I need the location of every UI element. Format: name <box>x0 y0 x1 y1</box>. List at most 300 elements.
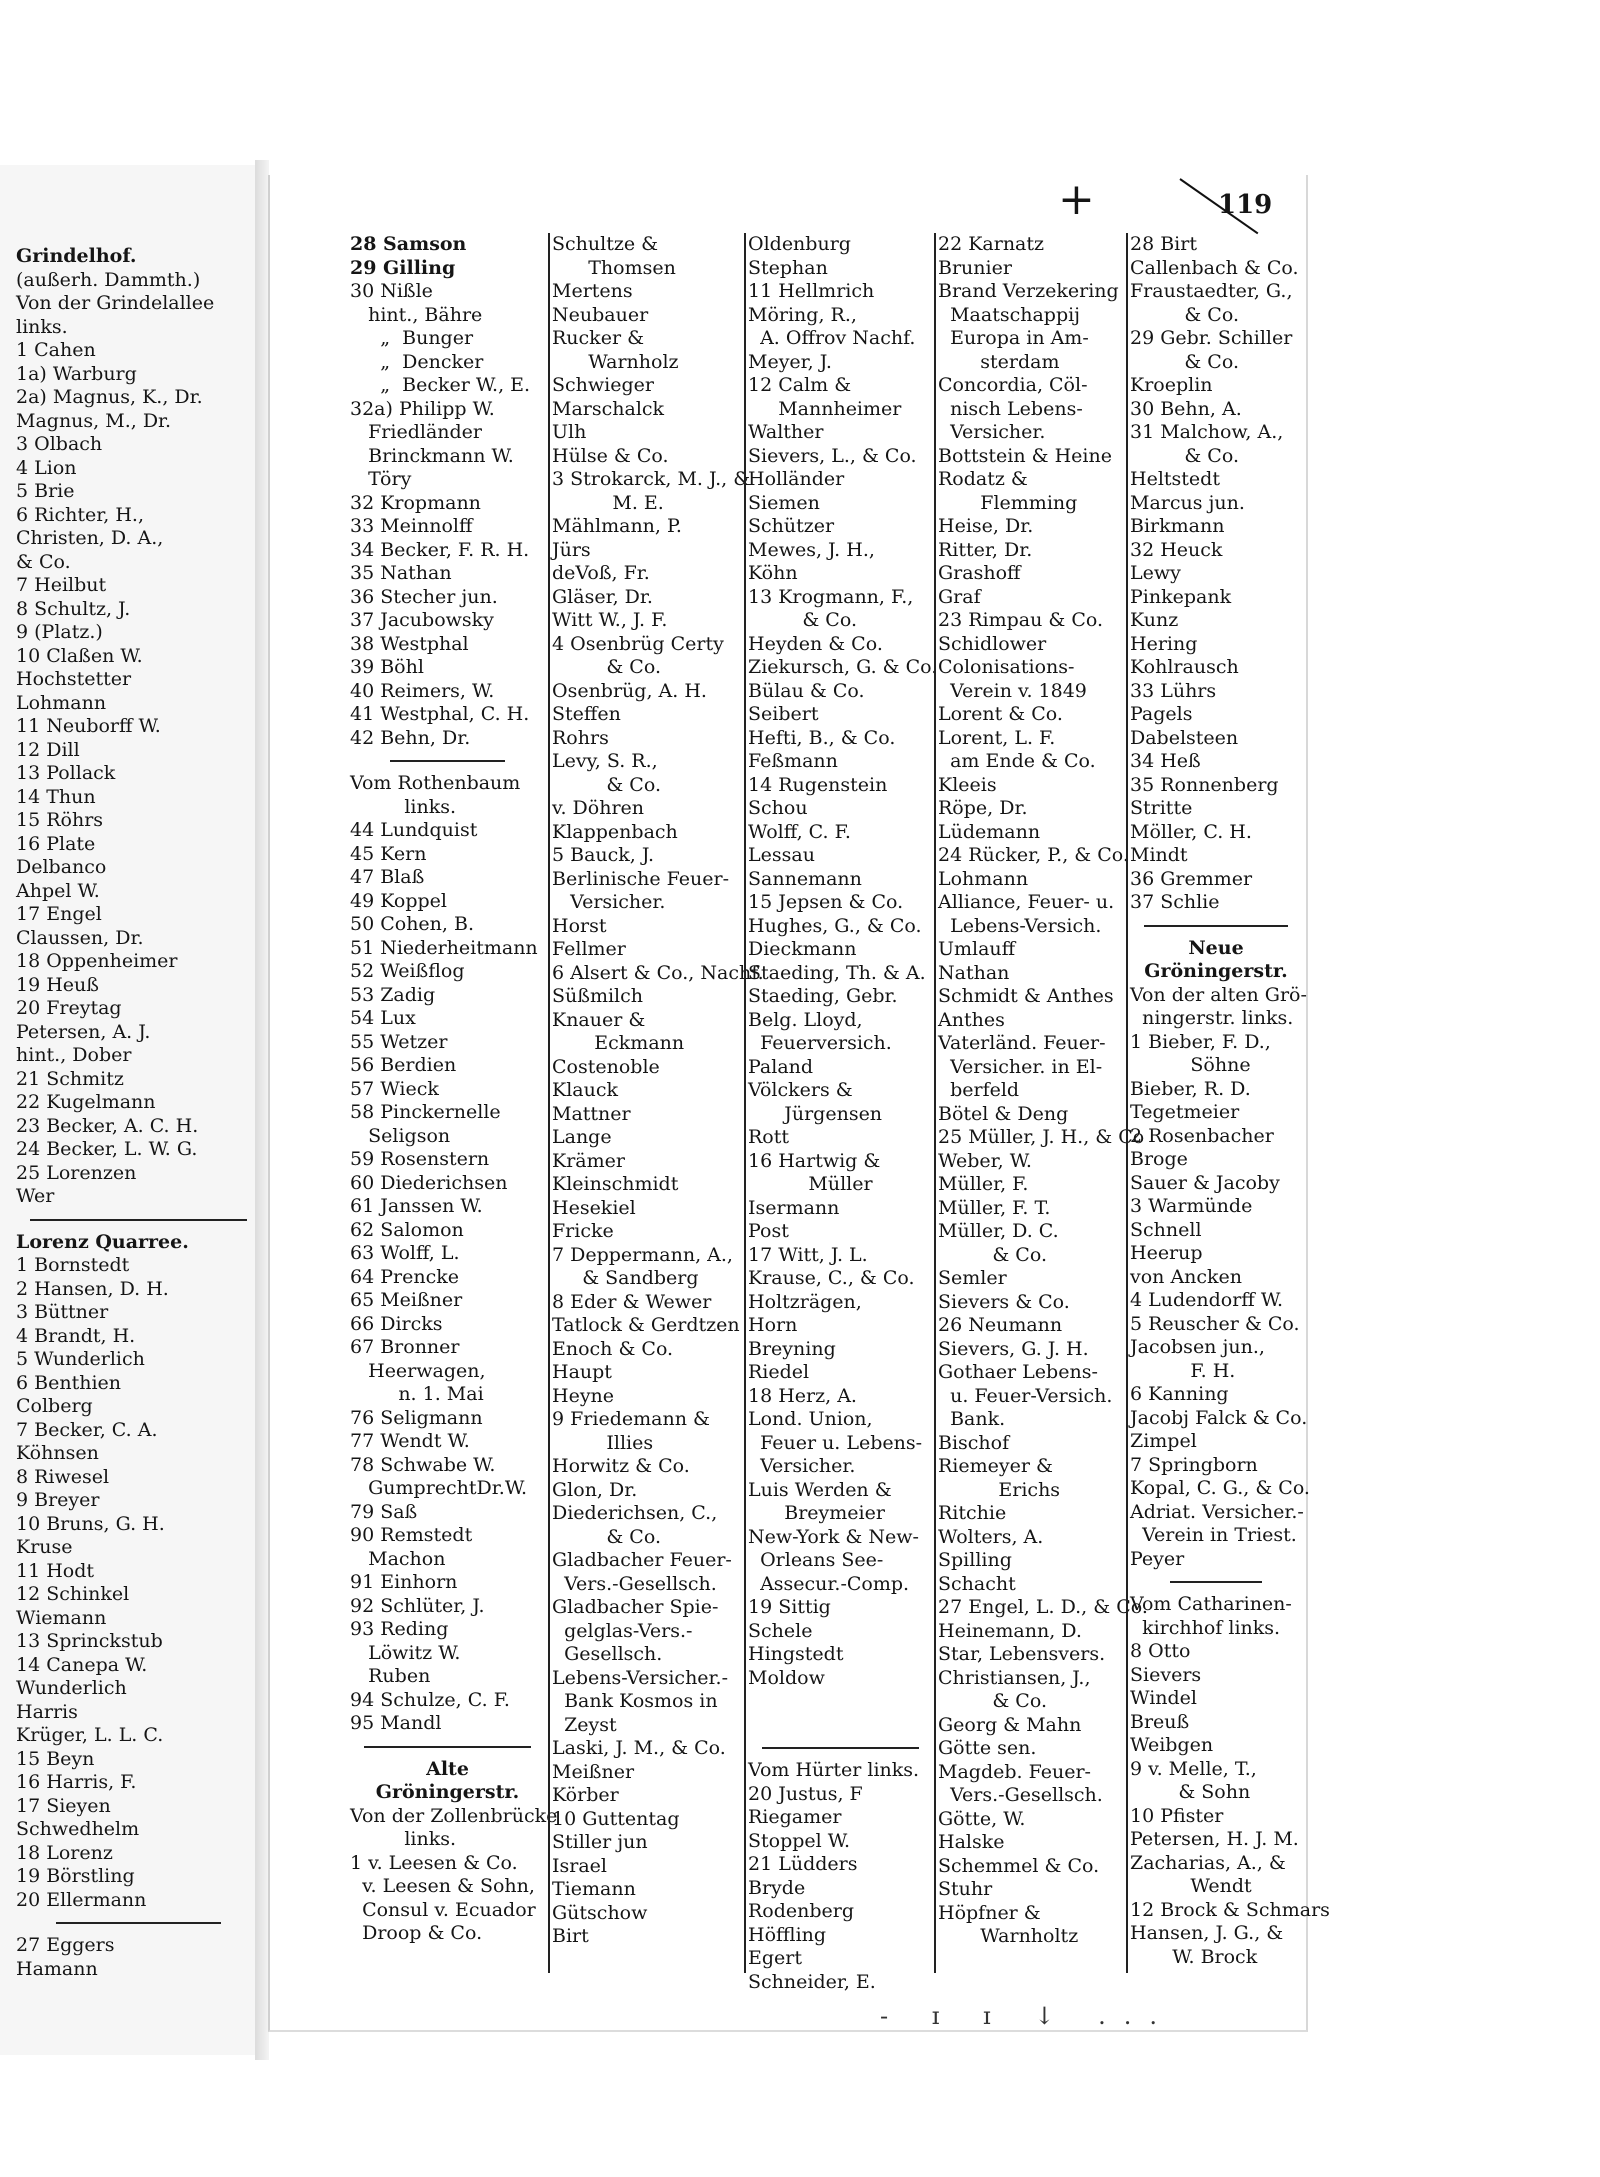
directory-entry: Vaterländ. Feuer- <box>938 1032 1106 1054</box>
directory-entry: Müller, F. <box>938 1173 1029 1195</box>
directory-entry: v. Döhren <box>552 797 645 819</box>
directory-entry: Flemming <box>938 491 1078 514</box>
directory-entry: 8 Eder & Wewer <box>552 1290 712 1313</box>
directory-entry: Jürs <box>552 538 591 561</box>
directory-entry: Pinkepank <box>1130 585 1232 608</box>
directory-entry: 77 Wendt W. <box>350 1430 470 1452</box>
directory-entry: Witt W., J. F. <box>552 609 668 631</box>
directory-entry: Breuß <box>1130 1710 1190 1733</box>
directory-entry: 1 Cahen <box>16 339 96 361</box>
directory-entry: Kopal, C. G., & Co. <box>1130 1477 1310 1499</box>
directory-entry: 32a) Philipp W. <box>350 397 495 420</box>
directory-entry: Schou <box>748 797 808 819</box>
directory-entry: Dieckmann <box>748 938 857 960</box>
directory-entry: Enoch & Co. <box>552 1337 674 1360</box>
directory-entry: 11 Hodt <box>16 1559 95 1582</box>
directory-entry: deVoß, Fr. <box>552 562 650 584</box>
directory-entry: 95 Mandl <box>350 1712 442 1734</box>
directory-entry: Vom Catharinen- <box>1130 1593 1292 1615</box>
directory-entry: Von der Zollenbrücke <box>350 1804 558 1827</box>
directory-entry: Weibgen <box>1130 1734 1214 1756</box>
directory-entry: 79 Saß <box>350 1500 418 1523</box>
directory-entry: Jacobj Falck & Co. <box>1130 1406 1308 1429</box>
directory-entry: 15 Beyn <box>16 1747 95 1770</box>
directory-entry: Schnell <box>1130 1218 1202 1241</box>
directory-entry: Feßmann <box>748 750 838 772</box>
directory-entry: Weber, W. <box>938 1149 1032 1172</box>
directory-entry: 27 Eggers <box>16 1934 115 1956</box>
directory-entry: Fricke <box>552 1220 614 1242</box>
directory-entry: 27 Engel, L. D., & Co. <box>938 1596 1148 1618</box>
directory-entry: 42 Behn, Dr. <box>350 726 471 749</box>
directory-entry: Christiansen, J., <box>938 1666 1091 1689</box>
directory-entry: Birt <box>552 1925 589 1947</box>
directory-entry: Graf <box>938 585 981 608</box>
directory-entry: Wer <box>16 1185 55 1207</box>
directory-entry: Mertens <box>552 280 633 302</box>
directory-entry: Bülau & Co. <box>748 679 865 702</box>
directory-entry: Droop & Co. <box>350 1922 483 1944</box>
directory-entry: 10 Bruns, G. H. <box>16 1512 165 1535</box>
directory-entry: 9 Friedemann & <box>552 1408 710 1430</box>
directory-entry: Neubauer <box>552 303 649 326</box>
directory-entry: Möller, C. H. <box>1130 820 1252 843</box>
directory-entry: & Co. <box>552 1525 661 1548</box>
directory-entry: 19 Börstling <box>16 1865 135 1887</box>
directory-entry: 24 Becker, L. W. G. <box>16 1138 198 1160</box>
directory-entry: Schwedhelm <box>16 1818 140 1840</box>
directory-entry: „ Bunger <box>350 327 474 349</box>
directory-entry: 2 Hansen, D. H. <box>16 1277 169 1300</box>
street-heading: Neue <box>1188 936 1244 959</box>
directory-entry: Kunz <box>1130 609 1179 631</box>
directory-entry: & Sohn <box>1130 1781 1251 1803</box>
directory-entry: 24 Rücker, P., & Co. <box>938 844 1129 866</box>
directory-entry: Verein v. 1849 <box>938 679 1087 702</box>
directory-entry: Von der Grindelallee <box>16 292 215 314</box>
directory-entry: Petersen, A. J. <box>16 1020 151 1043</box>
directory-entry: v. Leesen & Sohn, <box>350 1875 535 1897</box>
directory-entry: W. Brock <box>1130 1945 1258 1968</box>
directory-entry: 47 Blaß <box>350 866 425 888</box>
directory-entry: 36 Stecher jun. <box>350 585 498 608</box>
directory-entry: 2a) Magnus, K., Dr. <box>16 386 203 408</box>
directory-entry: 19 Heuß <box>16 973 99 996</box>
directory-entry: Vom Rothenbaum <box>350 772 521 794</box>
directory-entry: Tiemann <box>552 1878 636 1900</box>
directory-entry: Wendt <box>1130 1875 1252 1897</box>
directory-entry: Steffen <box>552 703 621 725</box>
directory-entry: n. 1. Mai <box>350 1383 484 1405</box>
directory-column-1 <box>350 233 558 1946</box>
directory-entry: Mählmann, P. <box>552 515 682 537</box>
directory-entry: Lange <box>552 1126 612 1148</box>
directory-entry: Brunier <box>938 256 1012 279</box>
directory-entry: Stephan <box>748 256 828 279</box>
directory-entry: gelglas-Vers.- <box>552 1619 693 1642</box>
directory-entry: 25 Müller, J. H., & Co <box>938 1126 1145 1148</box>
directory-entry: 51 Niederheitmann <box>350 936 538 959</box>
directory-entry: Heyne <box>552 1384 615 1407</box>
directory-entry: Concordia, Cöl- <box>938 374 1088 396</box>
directory-entry: Kroeplin <box>1130 374 1213 396</box>
directory-entry: sterdam <box>938 350 1060 373</box>
directory-entry: Bottstein & Heine <box>938 444 1112 467</box>
directory-entry: Lond. Union, <box>748 1408 873 1430</box>
directory-entry: Riegamer <box>748 1806 842 1828</box>
directory-entry: Schneider, E. <box>748 1970 876 1993</box>
directory-entry: Heerup <box>1130 1242 1203 1264</box>
directory-entry: Osenbrüg, A. H. <box>552 679 707 702</box>
directory-entry: & Co. <box>1130 350 1239 373</box>
directory-entry: Hesekiel <box>552 1196 636 1219</box>
directory-entry: Star, Lebensvers. <box>938 1643 1106 1665</box>
directory-entry: Seibert <box>748 703 819 725</box>
directory-entry: 10 Claßen W. <box>16 644 143 667</box>
directory-entry: 32 Heuck <box>1130 538 1223 561</box>
directory-entry: Sauer & Jacoby <box>1130 1171 1280 1194</box>
directory-entry: Machon <box>350 1547 446 1570</box>
directory-entry: Paland <box>748 1055 814 1078</box>
directory-entry: Köhnsen <box>16 1442 99 1464</box>
directory-entry: 31 Malchow, A., <box>1130 421 1284 443</box>
directory-entry: 29 Gebr. Schiller <box>1130 327 1293 349</box>
directory-entry: 3 Strokarck, M. J., & <box>552 468 751 490</box>
directory-entry: 19 Sittig <box>748 1596 831 1618</box>
directory-entry: 14 Thun <box>16 785 96 808</box>
directory-entry: 20 Justus, F <box>748 1782 863 1805</box>
directory-entry: Belg. Lloyd, <box>748 1008 863 1031</box>
directory-entry: GumprechtDr.W. <box>350 1477 528 1499</box>
directory-entry: Riemeyer & <box>938 1455 1053 1477</box>
directory-entry: & Sandberg <box>552 1267 699 1289</box>
directory-entry: 39 Böhl <box>350 656 424 678</box>
facing-page <box>0 165 257 2055</box>
directory-entry: 50 Cohen, B. <box>350 913 474 935</box>
page-number: 119 <box>1218 190 1273 220</box>
directory-entry: Löwitz W. <box>350 1641 461 1664</box>
directory-entry: Alliance, Feuer- u. <box>938 891 1115 913</box>
directory-entry: Laski, J. M., & Co. <box>552 1737 726 1759</box>
directory-entry: Levy, S. R., <box>552 750 658 772</box>
directory-entry: Schidlower <box>938 632 1047 655</box>
directory-entry: Kruse <box>16 1536 73 1558</box>
directory-entry: & Co. <box>552 773 661 796</box>
directory-entry: 13 Krogmann, F., <box>748 585 914 608</box>
directory-entry: 65 Meißner <box>350 1289 463 1311</box>
directory-entry: Isermann <box>748 1196 840 1219</box>
directory-entry: Sievers, G. J. H. <box>938 1337 1089 1360</box>
directory-entry: 4 Osenbrüg Certy <box>552 632 724 655</box>
directory-entry: Illies <box>552 1431 654 1454</box>
directory-entry: Möring, R., <box>748 303 857 326</box>
directory-entry: Kleinschmidt <box>552 1173 679 1195</box>
directory-entry: & Co. <box>938 1690 1047 1712</box>
directory-entry: A. Offrov Nachf. <box>748 327 916 349</box>
directory-entry: Bieber, R. D. <box>1130 1077 1251 1100</box>
directory-entry: Grindelhof. <box>16 245 137 267</box>
directory-entry: Moldow <box>748 1666 825 1689</box>
directory-entry: Knauer & <box>552 1008 646 1031</box>
directory-entry: Marcus jun. <box>1130 491 1245 514</box>
directory-entry: Claussen, Dr. <box>16 926 144 949</box>
directory-entry: 61 Janssen W. <box>350 1195 483 1217</box>
directory-entry: Krüger, L. L. C. <box>16 1724 164 1746</box>
directory-entry: „ Dencker <box>350 350 484 373</box>
directory-entry: Horn <box>748 1314 798 1336</box>
directory-entry: 7 Becker, C. A. <box>16 1418 158 1441</box>
directory-entry: 18 Lorenz <box>16 1841 113 1864</box>
directory-entry: 13 Pollack <box>16 762 116 784</box>
directory-entry: hint., Dober <box>16 1044 132 1066</box>
directory-entry <box>748 1690 933 1714</box>
directory-entry: Europa in Am- <box>938 327 1089 349</box>
directory-entry: Breymeier <box>748 1502 885 1524</box>
directory-entry: Kleeis <box>938 773 997 796</box>
directory-entry: 62 Salomon <box>350 1218 464 1241</box>
directory-entry: Maatschappij <box>938 303 1081 326</box>
directory-entry: Schacht <box>938 1572 1016 1595</box>
directory-entry: Hefti, B., & Co. <box>748 726 896 749</box>
directory-entry: 6 Alsert & Co., Nachf. <box>552 961 764 984</box>
directory-entry: Georg & Mahn <box>938 1713 1082 1736</box>
directory-entry: Pagels <box>1130 703 1193 725</box>
directory-entry: Lorent & Co. <box>938 703 1063 725</box>
directory-entry: links. <box>16 315 68 338</box>
directory-entry: Heyden & Co. <box>748 632 883 655</box>
directory-entry: Horwitz & Co. <box>552 1455 690 1477</box>
directory-entry: Stiller jun <box>552 1831 648 1853</box>
directory-entry: 23 Becker, A. C. H. <box>16 1114 199 1137</box>
facing-page-column <box>16 245 261 1981</box>
directory-entry: u. Feuer-Versich. <box>938 1384 1113 1407</box>
directory-entry: 25 Lorenzen <box>16 1161 137 1184</box>
directory-entry: Wolff, C. F. <box>748 820 851 843</box>
directory-entry <box>748 1714 933 1738</box>
directory-entry: Peyer <box>1130 1547 1185 1570</box>
directory-entry: 6 Benthien <box>16 1371 122 1394</box>
directory-entry: 40 Reimers, W. <box>350 679 495 702</box>
directory-entry: Krämer <box>552 1149 625 1172</box>
directory-entry: 33 Lührs <box>1130 679 1217 702</box>
directory-entry: 53 Zadig <box>350 983 436 1006</box>
directory-entry: Erichs <box>938 1478 1061 1501</box>
directory-entry: 15 Röhrs <box>16 809 104 831</box>
directory-entry: links. <box>350 795 457 818</box>
directory-entry: Schultze & <box>552 233 659 255</box>
directory-entry: Glon, Dr. <box>552 1478 638 1501</box>
directory-entry: Halske <box>938 1831 1005 1853</box>
directory-entry: 4 Lion <box>16 456 77 479</box>
directory-entry: Sannemann <box>748 867 862 890</box>
directory-entry: Callenbach & Co. <box>1130 256 1299 279</box>
directory-entry: 55 Wetzer <box>350 1030 448 1053</box>
directory-entry: Meißner <box>552 1760 635 1783</box>
directory-entry: 12 Brock & Schmars <box>1130 1898 1330 1921</box>
directory-entry: Seligson <box>350 1124 451 1147</box>
directory-entry: Orleans See- <box>748 1549 884 1571</box>
directory-entry: 2 Rosenbacher <box>1130 1124 1274 1147</box>
directory-entry: 11 Neuborff W. <box>16 715 161 737</box>
directory-entry: 30 Nißle <box>350 280 433 302</box>
directory-entry: Walther <box>748 421 824 443</box>
directory-entry: Ulh <box>552 421 587 443</box>
directory-entry: 22 Karnatz <box>938 233 1045 255</box>
street-heading: Gröningerstr. <box>1144 960 1288 982</box>
directory-entry: Anthes <box>938 1008 1005 1031</box>
directory-entry: Götte sen. <box>938 1737 1037 1759</box>
directory-entry: 7 Deppermann, A., <box>552 1243 733 1266</box>
directory-entry: 20 Ellermann <box>16 1888 147 1911</box>
directory-entry: 16 Hartwig & <box>748 1149 881 1172</box>
directory-entry: 18 Oppenheimer <box>16 950 178 972</box>
directory-entry: Assecur.-Comp. <box>748 1572 910 1595</box>
directory-entry: Feuer u. Lebens- <box>748 1431 923 1454</box>
directory-entry: 9 v. Melle, T., <box>1130 1757 1257 1780</box>
directory-entry: Vers.-Gesellsch. <box>938 1784 1103 1806</box>
directory-entry: Colonisations- <box>938 656 1075 678</box>
directory-entry: Ritter, Dr. <box>938 538 1033 561</box>
directory-entry: 3 Büttner <box>16 1301 109 1323</box>
directory-entry: Tegetmeier <box>1130 1101 1240 1123</box>
directory-entry: Riedel <box>748 1361 810 1383</box>
directory-entry: Lebens-Versicher.- <box>552 1666 729 1689</box>
directory-entry: Horst <box>552 914 607 937</box>
directory-entry: 37 Jacubowsky <box>350 609 494 631</box>
directory-entry: Siemen <box>748 491 820 514</box>
directory-entry: 10 Guttentag <box>552 1807 680 1830</box>
section-rule <box>364 1746 531 1748</box>
directory-entry: Krause, C., & Co. <box>748 1267 915 1289</box>
directory-entry: 37 Schlie <box>1130 891 1220 913</box>
directory-entry: 93 Reding <box>350 1618 449 1640</box>
directory-entry: 41 Westphal, C. H. <box>350 703 530 725</box>
directory-entry: 13 Sprinckstub <box>16 1630 163 1652</box>
directory-entry: 8 Schultz, J. <box>16 597 131 620</box>
directory-entry: 1 Bornstedt <box>16 1254 130 1276</box>
directory-entry: Ruben <box>350 1665 431 1687</box>
directory-entry: Thomsen <box>552 256 676 279</box>
directory-entry: Friedländer <box>350 421 482 443</box>
directory-entry: 36 Gremmer <box>1130 867 1253 890</box>
directory-entry: Nathan <box>938 961 1010 984</box>
directory-entry: & Co. <box>552 656 661 678</box>
directory-entry: 94 Schulze, C. F. <box>350 1688 510 1711</box>
directory-entry: 12 Calm & <box>748 374 852 396</box>
directory-entry: Gesellsch. <box>552 1643 663 1665</box>
directory-entry: Bischof <box>938 1431 1010 1454</box>
directory-entry: 64 Prencke <box>350 1265 459 1288</box>
directory-entry: 1a) Warburg <box>16 362 137 385</box>
directory-entry: Mattner <box>552 1102 631 1125</box>
directory-entry: & Co. <box>16 550 71 573</box>
directory-entry: nisch Lebens- <box>938 397 1083 420</box>
directory-entry: Brand Verzekering <box>938 280 1119 302</box>
directory-entry: 45 Kern <box>350 842 427 865</box>
directory-entry: 54 Lux <box>350 1007 416 1029</box>
directory-entry: „ Becker W., E. <box>350 374 531 396</box>
directory-entry: & Co. <box>1130 444 1239 467</box>
directory-entry: Töry <box>350 468 412 490</box>
section-rule <box>56 1922 221 1924</box>
directory-entry: Ahpel W. <box>16 879 100 902</box>
directory-entry: 32 Kropmann <box>350 491 481 514</box>
directory-entry: Bryde <box>748 1876 806 1899</box>
directory-entry: Mindt <box>1130 844 1188 866</box>
directory-entry: Müller, D. C. <box>938 1220 1059 1242</box>
directory-entry: Eckmann <box>552 1032 685 1054</box>
directory-entry: Grashoff <box>938 562 1021 584</box>
directory-entry: 1 v. Leesen & Co. <box>350 1851 518 1874</box>
directory-entry: Von der alten Grö- <box>1130 983 1307 1006</box>
directory-entry: 35 Ronnenberg <box>1130 773 1279 796</box>
directory-entry: 66 Dircks <box>350 1312 443 1335</box>
directory-entry: Klauck <box>552 1079 618 1101</box>
directory-entry: Bank. <box>938 1408 1006 1430</box>
directory-entry: 7 Heilbut <box>16 574 107 596</box>
directory-entry: 6 Richter, H., <box>16 503 144 526</box>
directory-entry: Costenoble <box>552 1055 660 1078</box>
directory-entry: Magdeb. Feuer- <box>938 1760 1091 1783</box>
directory-entry: M. E. <box>552 491 664 514</box>
directory-entry: Bötel & Deng <box>938 1102 1069 1125</box>
directory-entry: Semler <box>938 1267 1007 1289</box>
directory-entry: 3 Warmünde <box>1130 1195 1253 1217</box>
directory-entry: Wiemann <box>16 1606 107 1629</box>
directory-entry: Windel <box>1130 1687 1197 1709</box>
directory-entry: Sievers, L., & Co. <box>748 444 917 467</box>
directory-entry: Gothaer Lebens- <box>938 1361 1098 1383</box>
directory-entry: Vers.-Gesellsch. <box>552 1572 717 1595</box>
directory-entry: New-York & New- <box>748 1525 919 1548</box>
directory-entry: Mewes, J. H., <box>748 538 875 561</box>
directory-entry: Schmidt & Anthes <box>938 985 1114 1007</box>
directory-entry: Hughes, G., & Co. <box>748 914 922 937</box>
directory-entry: Versicher. <box>552 891 666 913</box>
directory-entry: Stritte <box>1130 797 1193 819</box>
directory-entry: Holländer <box>748 468 845 490</box>
directory-entry: Colberg <box>16 1395 93 1417</box>
directory-entry: 16 Plate <box>16 832 96 855</box>
directory-entry: 29 Gilling <box>350 256 456 279</box>
directory-entry: Stuhr <box>938 1878 993 1900</box>
column-divider <box>1126 233 1128 1973</box>
directory-entry: Lohmann <box>938 867 1029 890</box>
directory-entry: Birkmann <box>1130 515 1225 537</box>
directory-entry: 16 Harris, F. <box>16 1771 137 1793</box>
directory-entry: Spilling <box>938 1549 1012 1571</box>
directory-entry: Gläser, Dr. <box>552 585 653 608</box>
directory-entry: 33 Meinnolff <box>350 515 473 537</box>
section-rule <box>390 760 505 762</box>
directory-entry: 12 Schinkel <box>16 1583 130 1605</box>
directory-entry: 10 Pfister <box>1130 1804 1224 1827</box>
directory-entry: Heise, Dr. <box>938 515 1034 537</box>
directory-entry: Höffling <box>748 1923 827 1946</box>
directory-entry: Rodenberg <box>748 1900 855 1922</box>
directory-entry: Stoppel W. <box>748 1829 851 1852</box>
directory-entry: Kohlrausch <box>1130 656 1239 678</box>
directory-entry: Schwieger <box>552 374 654 396</box>
directory-entry: Ritchie <box>938 1502 1007 1524</box>
directory-entry: Warnholtz <box>938 1925 1079 1947</box>
page-gutter <box>255 160 269 2060</box>
directory-entry: Warnholz <box>552 350 679 373</box>
column-divider <box>934 233 936 1973</box>
directory-entry: Wolters, A. <box>938 1525 1044 1548</box>
street-heading: Alte <box>426 1757 469 1780</box>
directory-entry: 21 Schmitz <box>16 1067 124 1090</box>
